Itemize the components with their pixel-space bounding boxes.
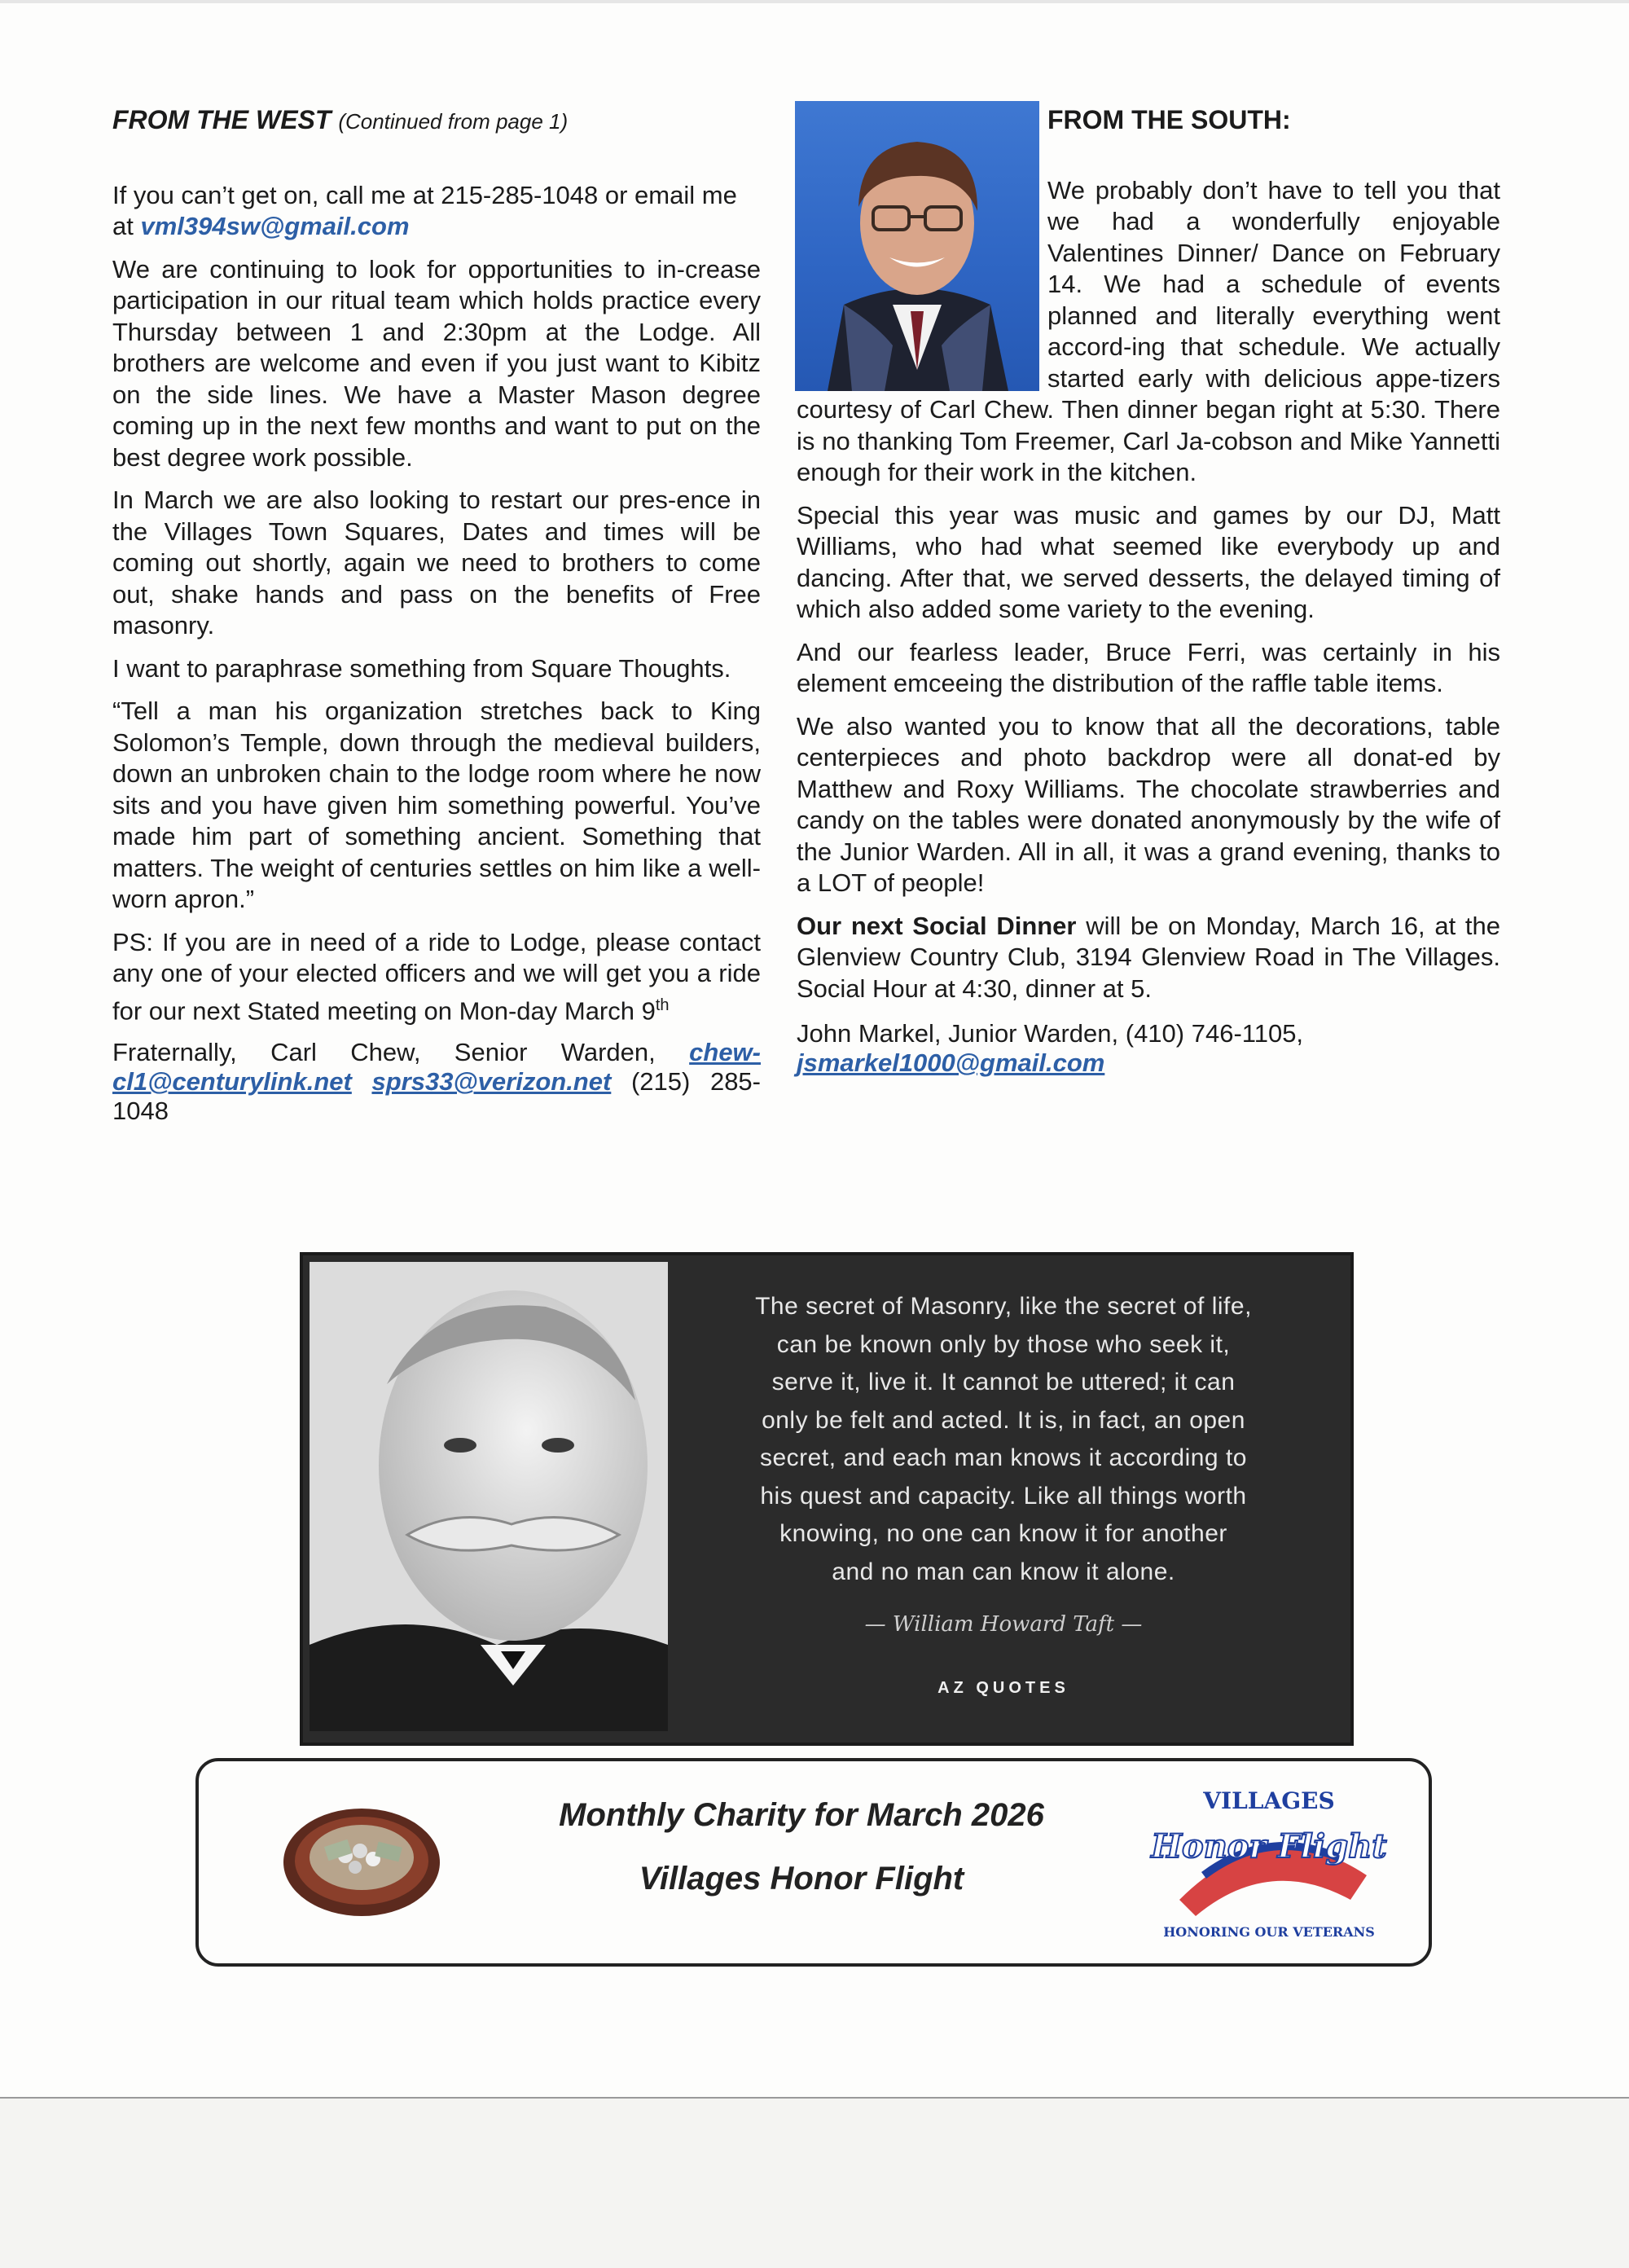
south-paragraph-5: Our next Social Dinner will be on Monday, March 16, at the Glenview Country Club, 3194 Glenview Road in The Villages. Social Hour at 4:30, dinner at 5. — [797, 911, 1500, 1003]
west-paragraph-1: If you can’t get on, call me at 215-285-1048 or email me at vml394sw@gmail.com — [112, 180, 737, 240]
west-heading-title: FROM THE WEST — [112, 105, 332, 134]
honor-flight-logo-graphic — [1147, 1778, 1391, 1949]
logo-villages-text: VILLAGES — [1203, 1787, 1335, 1814]
taft-portrait-figure — [310, 1262, 668, 1731]
west-ps-paragraph: PS: If you are in need of a ride to Lodge, please contact any one of your elected officers and we will get you a ride for our next Stated meeting on Mon-day March 9th — [112, 927, 761, 1025]
logo-tagline-text: HONORING OUR VETERANS — [1163, 1924, 1375, 1940]
south-paragraph-3: And our fearless leader, Bruce Ferri, was certainly in his element emceeing the distribution of the raffle table items. — [797, 637, 1500, 697]
south-heading: FROM THE SOUTH: — [1047, 105, 1291, 134]
taft-portrait — [310, 1262, 668, 1731]
west-paragraph-3: In March we are also looking to restart our pres-ence in the Villages Town Squares, Dates and times will be coming out shortly, again we need to brothers to come out, shake hands and pass on the benefits of Free masonry. — [112, 486, 761, 640]
south-column — [797, 104, 1500, 1089]
monthly-charity-box — [195, 1758, 1432, 1967]
senior-warden-email-2[interactable]: sprs33@verizon.net — [371, 1067, 612, 1097]
west-column — [112, 104, 761, 1137]
west-signature: Fraternally, Carl Chew, Senior Warden, chew-cl1@centurylink.net sprs33@verizon.net (215) 285-1048 — [112, 1038, 761, 1126]
west-heading — [112, 104, 761, 138]
west-heading-subtitle: (Continued from page 1) — [338, 109, 569, 134]
west-email-link[interactable]: vml394sw@gmail.com — [140, 212, 410, 240]
charity-title: Monthly Charity for March 2026 — [559, 1797, 1044, 1833]
south-paragraph-4: We also wanted you to know that all the decorations, table centerpieces and photo backdrop were all donat-ed by Matthew and Roxy Williams. The chocolate strawberries and candy on the tables were donated anonymously by the wife of the Junior Warden. All in all, it was a grand evening, thanks to a LOT of people! — [797, 711, 1500, 897]
south-paragraph-2: Special this year was music and games by our DJ, Matt Williams, who had what seemed like everybody up and dancing. After that, we served desserts, the delayed timing of which also added some variety to the evening. — [797, 500, 1500, 623]
charity-name: Villages Honor Flight — [639, 1861, 964, 1897]
south-paragraph-1: We probably don’t have to tell you that we had a wonderfully enjoyable Valentines Dinner/ Dance on February 14. We had a schedule of events planned and literally everything went accord-ing that schedule. We actually started early with delicious appe-tizers courtesy of Carl Chew. Then dinner began right at 5:30. There is no thanking Tom Freemer, Carl Ja-cobson and Mike Yannetti enough for their work in the kitchen. — [797, 175, 1500, 486]
quote-author: — William Howard Taft — — [864, 1612, 1143, 1637]
page-bottom-margin — [0, 2099, 1629, 2268]
west-quote-paragraph: “Tell a man his organization stretches back to King Solomon’s Temple, down through the medieval builders, down an unbroken chain to the lodge room where he now sits and you have given him something powerful. You’ve made him part of something ancient. Something that matters. The weight of centuries settles on him like a well-worn apron.” — [112, 697, 761, 913]
taft-quote-image — [300, 1252, 1354, 1746]
west-paragraph-4: I want to paraphrase something from Square Thoughts. — [112, 653, 731, 683]
west-paragraph-2: We are continuing to look for opportunities to in-crease participation in our ritual team which holds practice every Thursday between 1 and 2:30pm at the Lodge. All brothers are welcome and even if you just want to Kibitz on the side lines. We have a Master Mason degree coming up in the next few months and want to put on the best degree work possible. — [112, 254, 761, 472]
junior-warden-portrait — [795, 101, 1039, 391]
south-signature: John Markel, Junior Warden, (410) 746-1105, jsmarkel1000@gmail.com — [797, 1019, 1304, 1077]
senior-warden-email-1[interactable]: chew-cl1@centurylink.net — [112, 1038, 761, 1097]
villages-honor-flight-logo — [1147, 1778, 1391, 1949]
junior-warden-email[interactable]: jsmarkel1000@gmail.com — [797, 1048, 1105, 1077]
azquotes-logo: AZ QUOTES — [937, 1679, 1069, 1697]
portrait-figure — [795, 101, 1039, 391]
top-border — [0, 0, 1629, 3]
quote-text: The secret of Masonry, like the secret of life, can be known only by those who seek it, serve it, live it. It cannot be uttered; it can only be felt and acted. It is, in fact, an open secret, and each man knows it according to his quest and capacity. Like all things worth knowing, no one can know it for another and no man can know it alone. — [755, 1293, 1252, 1585]
logo-honor-flight-text: Honor Flight — [1151, 1827, 1387, 1866]
donation-basket-image — [280, 1792, 443, 1927]
basket-icon — [280, 1792, 443, 1927]
